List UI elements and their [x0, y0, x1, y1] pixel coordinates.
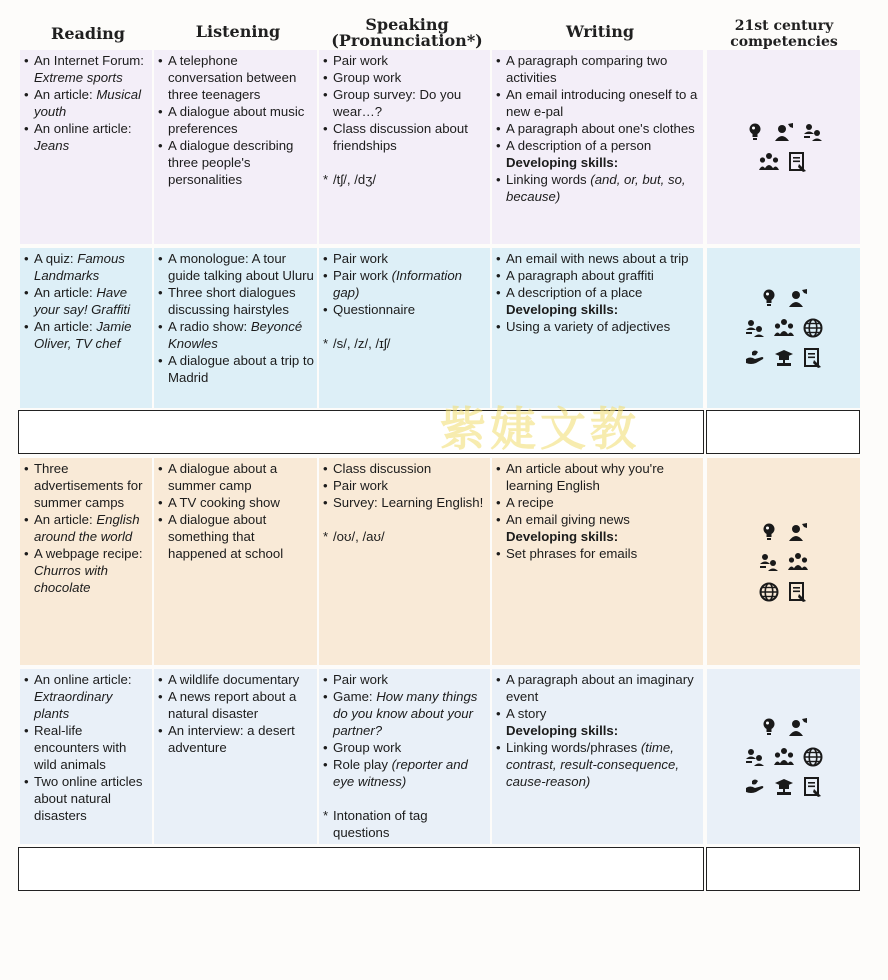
list-item: • Group work	[323, 739, 487, 756]
list-item: • A news report about a natural disaster	[158, 688, 314, 722]
icon-row	[744, 121, 824, 143]
header-competencies: 21st century competencies	[730, 18, 838, 50]
list-item: • A dialogue about a summer camp	[158, 460, 314, 494]
list-item: • Role play (reporter and eye witness)	[323, 756, 487, 790]
list-item: • An Internet Forum: Extreme sports	[24, 52, 149, 86]
row4-competencies	[707, 669, 860, 844]
row4-listening	[154, 669, 317, 844]
list-item: • An article: English around the world	[24, 511, 149, 545]
list-item: • An article: Have your say! Graffiti	[24, 284, 149, 318]
list-item: • Three short dialogues discussing hairstyles	[158, 284, 314, 318]
row1-speaking	[319, 50, 490, 244]
graduation-icon	[773, 347, 795, 369]
icon-row	[744, 746, 824, 768]
list-item: • An email introducing oneself to a new e-pal	[496, 86, 700, 120]
list-item: • A radio show: Beyoncé Knowles	[158, 318, 314, 352]
row3-reading	[20, 458, 152, 665]
list-item: • A TV cooking show	[158, 494, 314, 511]
globe-icon	[758, 581, 780, 603]
row2-competencies	[707, 248, 860, 408]
list-item: • An interview: a desert adventure	[158, 722, 314, 756]
developing-skills-label: Developing skills:	[506, 529, 619, 544]
list-item: • A paragraph about one's clothes	[496, 120, 700, 137]
document-icon	[787, 151, 809, 173]
list-item: • A wildlife documentary	[158, 671, 314, 688]
list-item: • Group work	[323, 69, 487, 86]
group-icon	[787, 551, 809, 573]
list-item: • An email giving news	[496, 511, 700, 528]
list-item: • Using a variety of adjectives	[496, 318, 700, 335]
header-reading: Reading	[51, 24, 125, 43]
list-item: • A dialogue about something that happened at school	[158, 511, 314, 562]
list-item: • Pair work	[323, 52, 487, 69]
list-item: • Three advertisements for summer camps	[24, 460, 149, 511]
pair-icon	[758, 551, 780, 573]
developing-skills-label: Developing skills:	[506, 155, 619, 170]
group-icon	[773, 746, 795, 768]
group-icon	[758, 151, 780, 173]
list-item: • Pair work	[323, 250, 487, 267]
watermark: 紫婕文教	[440, 402, 640, 456]
header-speaking: Speaking (Pronunciation*)	[331, 15, 483, 50]
group-icon	[773, 317, 795, 339]
speaker-icon	[787, 521, 809, 543]
list-item: • Pair work (Information gap)	[323, 267, 487, 301]
row1-competencies	[707, 50, 860, 244]
row2-listening	[154, 248, 317, 408]
pronunciation-item: * Intonation of tag questions	[323, 807, 487, 841]
speaker-icon	[787, 716, 809, 738]
icon-row	[758, 521, 809, 543]
list-item: • Game: How many things do you know about your partner?	[323, 688, 487, 739]
row1-writing	[492, 50, 703, 244]
list-item: • A telephone conversation between three teenagers	[158, 52, 314, 103]
speaker-icon	[773, 121, 795, 143]
pronunciation-item: * /oʊ/, /aʊ/	[323, 528, 487, 545]
row3-competencies	[707, 458, 860, 665]
icon-row	[744, 776, 824, 798]
list-item: • Set phrases for emails	[496, 545, 700, 562]
empty-row-2-main	[18, 847, 704, 891]
list-item: • Pair work	[323, 671, 487, 688]
row2-reading	[20, 248, 152, 408]
hands-icon	[744, 776, 766, 798]
header-writing: Writing	[565, 22, 635, 41]
list-item: • A webpage recipe: Churros with chocolate	[24, 545, 149, 596]
list-item: • A paragraph about an imaginary event	[496, 671, 700, 705]
list-item: • An article about why you're learning English	[496, 460, 700, 494]
hands-icon	[744, 347, 766, 369]
icon-row	[744, 317, 824, 339]
icon-row	[758, 287, 809, 309]
list-item: • A paragraph about graffiti	[496, 267, 700, 284]
row3-writing	[492, 458, 703, 665]
icon-row	[758, 581, 809, 603]
list-item: • A dialogue about a trip to Madrid	[158, 352, 314, 386]
pronunciation-item: * /tʃ/, /dʒ/	[323, 171, 487, 188]
lightbulb-icon	[758, 287, 780, 309]
empty-row-1-side	[706, 410, 860, 454]
header-listening: Listening	[195, 22, 281, 41]
empty-row-2-side	[706, 847, 860, 891]
document-icon	[802, 776, 824, 798]
list-item: • An article: Jamie Oliver, TV chef	[24, 318, 149, 352]
list-item: • An online article: Jeans	[24, 120, 149, 154]
list-item: • A dialogue about music preferences	[158, 103, 314, 137]
icon-row	[758, 716, 809, 738]
list-item: • An online article: Extraordinary plants	[24, 671, 149, 722]
pair-icon	[802, 121, 824, 143]
list-item: • Class discussion about friendships	[323, 120, 487, 154]
graduation-icon	[773, 776, 795, 798]
list-item: • Pair work	[323, 477, 487, 494]
list-item: • Linking words (and, or, but, so, because)	[496, 171, 700, 205]
row4-reading	[20, 669, 152, 844]
list-item: • An article: Musical youth	[24, 86, 149, 120]
pair-icon	[744, 317, 766, 339]
row1-listening	[154, 50, 317, 244]
list-item: • A dialogue describing three people's personalities	[158, 137, 314, 188]
list-item: • A monologue: A tour guide talking about Uluru	[158, 250, 314, 284]
document-icon	[787, 581, 809, 603]
list-item: • Linking words/phrases (time, contrast, result-consequence, cause-reason)	[496, 739, 700, 790]
row4-speaking	[319, 669, 490, 844]
pronunciation-item: * /s/, /z/, /ɪʃ/	[323, 335, 487, 352]
speaker-icon	[787, 287, 809, 309]
pair-icon	[744, 746, 766, 768]
list-item: • A quiz: Famous Landmarks	[24, 250, 149, 284]
row4-writing	[492, 669, 703, 844]
list-item: • Group survey: Do you wear…?	[323, 86, 487, 120]
icon-row	[744, 347, 824, 369]
list-item: • An email with news about a trip	[496, 250, 700, 267]
list-item: • A recipe	[496, 494, 700, 511]
list-item: • Questionnaire	[323, 301, 487, 318]
list-item: • A story	[496, 705, 700, 722]
row2-speaking	[319, 248, 490, 408]
list-item: • Two online articles about natural disasters	[24, 773, 149, 824]
row1-reading	[20, 50, 152, 244]
row3-speaking	[319, 458, 490, 665]
list-item: • A description of a person	[496, 137, 700, 154]
lightbulb-icon	[758, 716, 780, 738]
row3-listening	[154, 458, 317, 665]
icon-row	[758, 151, 809, 173]
list-item: • Real-life encounters with wild animals	[24, 722, 149, 773]
list-item: • A description of a place	[496, 284, 700, 301]
developing-skills-label: Developing skills:	[506, 302, 619, 317]
globe-icon	[802, 746, 824, 768]
list-item: • Survey: Learning English!	[323, 494, 487, 511]
globe-icon	[802, 317, 824, 339]
lightbulb-icon	[744, 121, 766, 143]
list-item: • Class discussion	[323, 460, 487, 477]
icon-row	[758, 551, 809, 573]
list-item: • A paragraph comparing two activities	[496, 52, 700, 86]
developing-skills-label: Developing skills:	[506, 723, 619, 738]
row2-writing	[492, 248, 703, 408]
lightbulb-icon	[758, 521, 780, 543]
document-icon	[802, 347, 824, 369]
